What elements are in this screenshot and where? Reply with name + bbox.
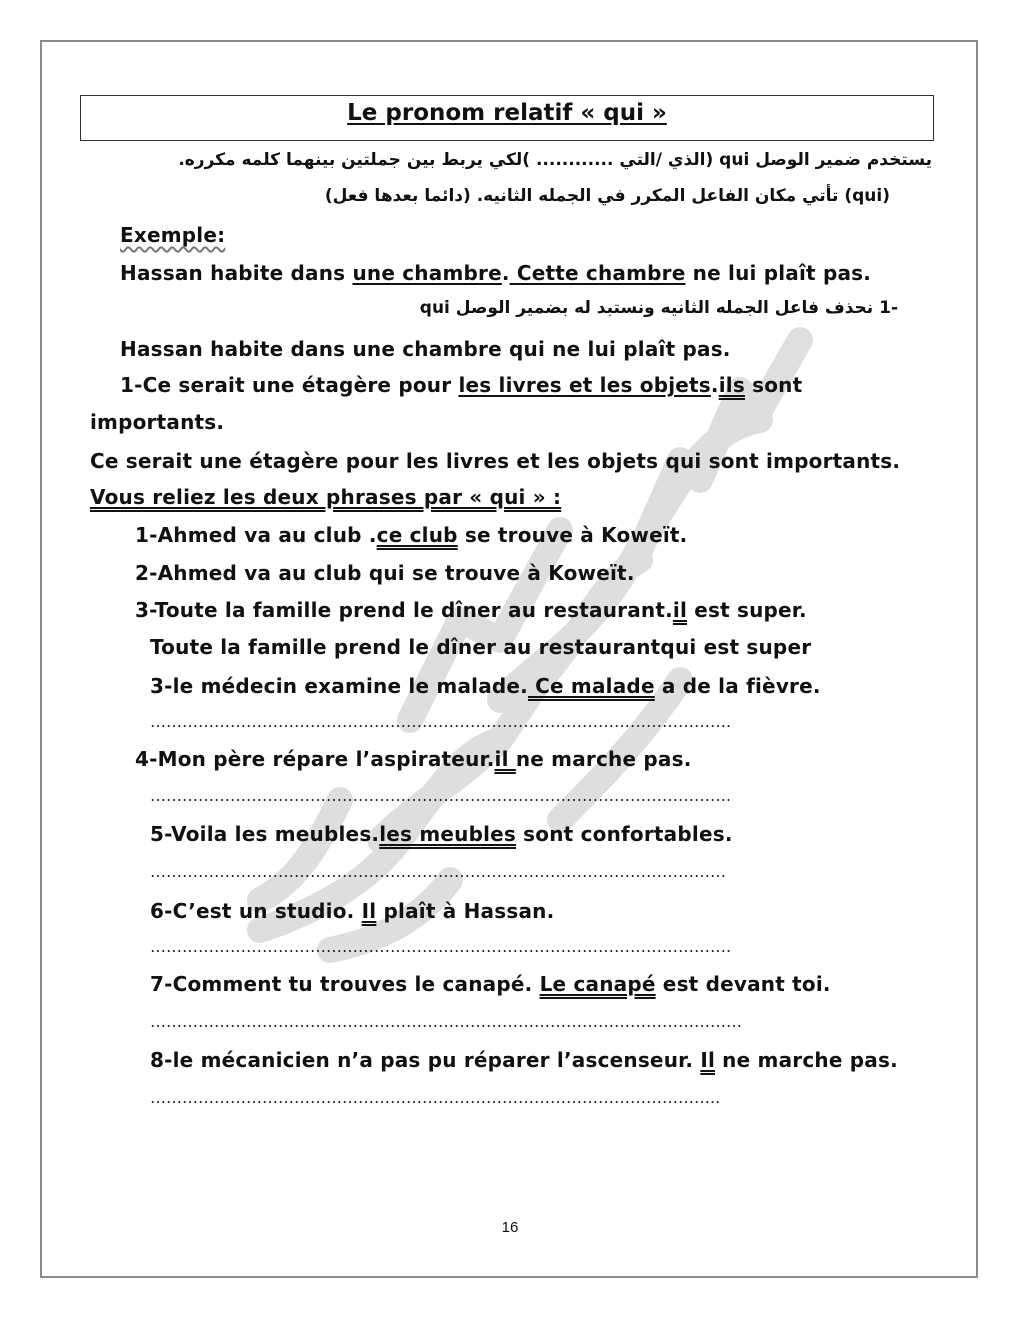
- exercise-item-1: 1-Ahmed va au club .ce club se trouve à Koweït.: [135, 523, 688, 547]
- exercise-item-9: 8-le mécanicien n’a pas pu réparer l’ascenseur. Il ne marche pas.: [150, 1048, 898, 1072]
- page-number: 16: [501, 1219, 519, 1236]
- answer-line-4[interactable]: ……………………………………………………………………………………………….: [150, 937, 732, 956]
- answer-line-2[interactable]: ……………………………………………………………………………………………….: [150, 786, 732, 805]
- example-sentence-2: Hassan habite dans une chambre qui ne lui plaît pas.: [120, 337, 731, 361]
- exemple-label: Exemple:: [120, 223, 226, 247]
- arabic-explanation-1: يستخدم ضمير الوصل qui (الذي /التي ............ )لكي يربط بين جملتين بينهما كلمه مكرره.: [178, 150, 932, 170]
- example-sentence-3-continued: importants.: [90, 410, 225, 434]
- exercise-item-7: 6-C’est un studio. Il plaît à Hassan.: [150, 899, 555, 923]
- exercise-item-5: 4-Mon père répare l’aspirateur.il ne marche pas.: [135, 747, 692, 771]
- arabic-explanation-3: -1 نحذف فاعل الجمله الثانيه ونستبد له بضمير الوصل qui: [419, 298, 898, 318]
- example-sentence-1: Hassan habite dans une chambre. Cette chambre ne lui plaît pas.: [120, 261, 872, 285]
- example-sentence-4: Ce serait une étagère pour les livres et les objets qui sont importants.: [90, 449, 901, 473]
- exercise-instruction: Vous reliez les deux phrases par « qui » :: [90, 485, 562, 509]
- answer-line-5[interactable]: …………………………………………………………………………………………………: [150, 1012, 742, 1031]
- exercise-item-3: 3-Toute la famille prend le dîner au restaurant.il est super.: [135, 598, 807, 622]
- exercise-item-8: 7-Comment tu trouves le canapé. Le canapé est devant toi.: [150, 972, 831, 996]
- answer-line-6[interactable]: ……………………………………………………………………………………………..: [150, 1088, 721, 1107]
- arabic-explanation-2: (qui) تأتي مكان الفاعل المكرر في الجمله الثانيه. (دائما بعدها فعل): [324, 186, 890, 206]
- answer-line-1[interactable]: ……………………………………………………………………………………………….: [150, 712, 732, 731]
- page-title: Le pronom relatif « qui »: [347, 100, 667, 126]
- exercise-item-3-answer: Toute la famille prend le dîner au restaurantqui est super: [150, 635, 812, 659]
- answer-line-3[interactable]: ………………………………………………………………………………………………: [150, 862, 726, 881]
- exercise-item-4: 3-le médecin examine le malade. Ce malade a de la fièvre.: [150, 674, 821, 698]
- example-sentence-3: 1-Ce serait une étagère pour les livres et les objets.ils sont: [120, 373, 803, 397]
- exercise-item-6: 5-Voila les meubles.les meubles sont confortables.: [150, 822, 733, 846]
- exercise-item-2: 2-Ahmed va au club qui se trouve à Koweït.: [135, 561, 635, 585]
